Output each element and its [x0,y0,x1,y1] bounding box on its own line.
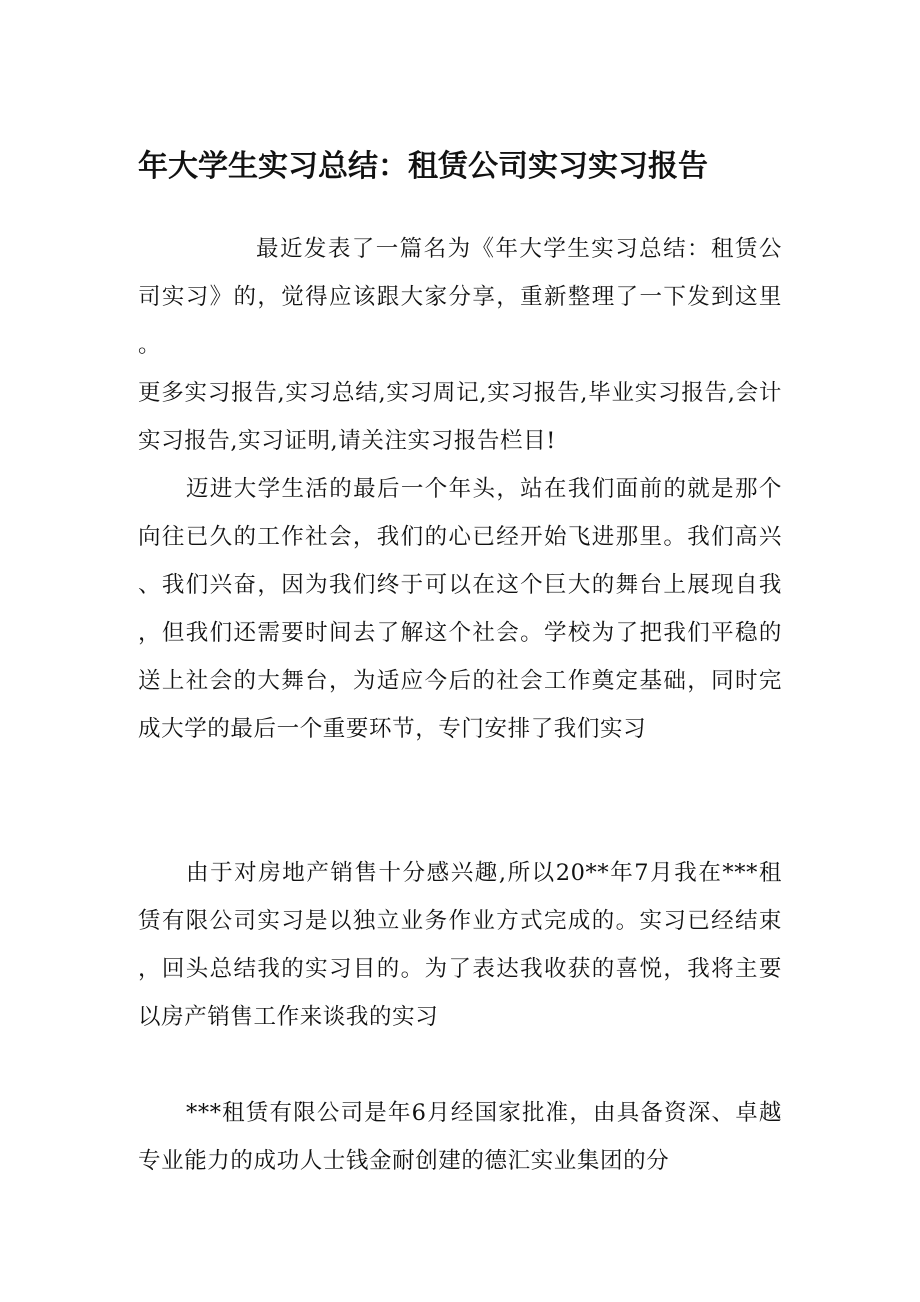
more-reports-paragraph: 更多实习报告,实习总结,实习周记,实习报告,毕业实习报告,会计实习报告,实习证明,请关注实习报告栏目! [138,380,782,454]
body-paragraph-3: ***租赁有限公司是年6月经国家批准，由具备资深、卓越专业能力的成功人士钱金耐创建的德汇实业集团的分 [138,1100,782,1174]
document-title: 年大学生实习总结：租赁公司实习实习报告 [138,149,708,184]
intro-paragraph: 最近发表了一篇名为《年大学生实习总结：租赁公司实习》的，觉得应该跟大家分享，重新整理了一下发到这里。 [138,236,782,358]
body-paragraph-1: 迈进大学生活的最后一个年头，站在我们面前的就是那个向往已久的工作社会，我们的心已经开始飞进那里。我们高兴、我们兴奋，因为我们终于可以在这个巨大的舞台上展现自我，但我们还需要时间去了解这个社会。学校为了把我们平稳的送上社会的大舞台，为适应今后的社会工作奠定基础，同时完成大学的最后一个重要环节，专门安排了我们实习 [138,476,782,742]
body-paragraph-2: 由于对房地产销售十分感兴趣,所以20**年7月我在***租赁有限公司实习是以独立业务作业方式完成的。实习已经结束，回头总结我的实习目的。为了表达我收获的喜悦，我将主要以房产销售工作来谈我的实习 [138,860,782,1030]
